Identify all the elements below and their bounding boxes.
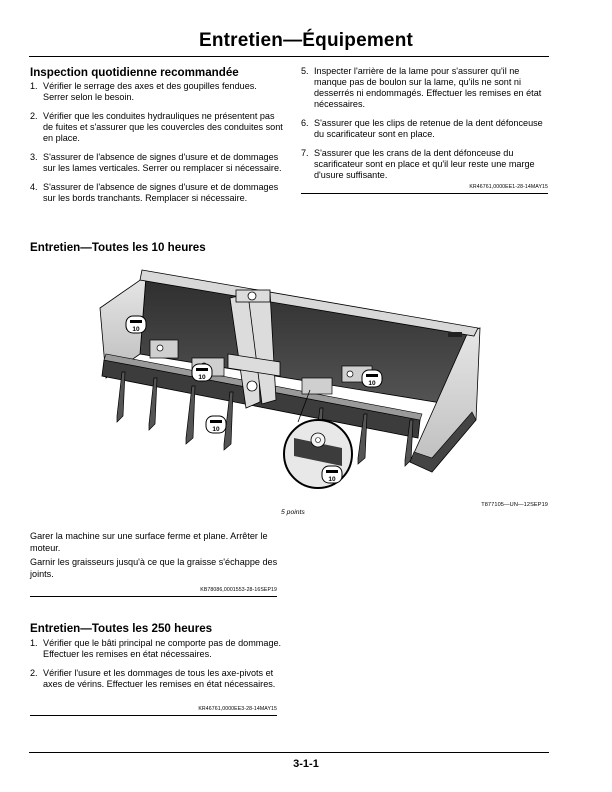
list-item: 6. S'assurer que les clips de retenue de la dent défonceuse du scarificateur sont en place. — [301, 118, 543, 139]
svg-text:10: 10 — [132, 326, 140, 333]
figure-caption: 5 points — [281, 509, 305, 516]
two-fifty-heading: Entretien—Toutes les 250 heures — [30, 622, 213, 635]
grease-point-label — [126, 316, 146, 333]
grease-point-label — [322, 466, 342, 483]
inspection-ref: KR46761,0000EE1-28-14MAY15 — [469, 184, 548, 190]
page-number: 3-1-1 — [293, 758, 319, 770]
ten-hours-heading: Entretien—Toutes les 10 heures — [30, 241, 206, 254]
svg-text:10: 10 — [368, 380, 376, 387]
ten-hours-separator — [30, 596, 277, 597]
list-item: 3. S'assurer de l'absence de signes d'usure et de dommages sur les lames verticales. Serrer ou remplacer si nécessaire. — [30, 152, 282, 173]
box-blade-illustration — [80, 262, 550, 502]
list-item: 2. Vérifier l'usure et les dommages de tous les axe-pivots et axes de vérins. Effectuer les remises en état nécessaires. — [30, 668, 276, 689]
grease-point-label — [362, 370, 382, 387]
title-rule — [29, 56, 549, 57]
figure-code: T877105—UN—12SEP19 — [481, 502, 548, 508]
footer-rule — [29, 752, 549, 753]
two-fifty-ref: KR46761,0000EE3-28-14MAY15 — [198, 706, 277, 712]
grease-point-label — [192, 364, 212, 381]
two-fifty-list — [30, 638, 283, 698]
list-item: 2. Vérifier que les conduites hydrauliques ne présentent pas de fuites et s'assurer que les couvercles des conduites sont en place. — [30, 111, 283, 143]
ten-hours-paragraph-2: Garnir les graisseurs jusqu'à ce que la graisse s'échappe des joints. — [30, 557, 278, 579]
inspection-list-right — [301, 66, 552, 189]
inspection-separator — [301, 193, 548, 194]
list-item: 4. S'assurer de l'absence de signes d'usure et de dommages sur les bords tranchants. Remplacer si nécessaire. — [30, 182, 279, 203]
svg-text:10: 10 — [328, 476, 336, 483]
inspection-heading: Inspection quotidienne recommandée — [30, 66, 239, 79]
ten-hours-paragraph-1: Garer la machine sur une surface ferme et plane. Arrêter le moteur. — [30, 531, 268, 553]
grease-point-label — [206, 416, 226, 433]
list-item: 5. Inspecter l'arrière de la lame pour s'assurer qu'il ne manque pas de boulon sur la lame, qu'ils ne sont ni desserrés ni endommagés. Effectuer les remises en état nécessaires. — [301, 66, 542, 109]
list-item: 7. S'assurer que les crans de la dent défonceuse du scarificateur sont en place et qu'il leur reste une marge d'usure suffisante. — [301, 148, 535, 180]
list-item: 1. Vérifier le serrage des axes et des goupilles fendues. Serrer selon le besoin. — [30, 81, 257, 102]
svg-text:10: 10 — [198, 374, 206, 381]
ten-hours-ref: KB78086,0001553-28-16SEP19 — [200, 587, 277, 593]
svg-text:10: 10 — [212, 426, 220, 433]
two-fifty-separator — [30, 715, 277, 716]
inspection-list-left — [30, 81, 283, 212]
list-item: 1. Vérifier que le bâti principal ne comporte pas de dommage. Effectuer les remises en état nécessaires. — [30, 638, 282, 659]
page-title: Entretien—Équipement — [198, 30, 414, 51]
